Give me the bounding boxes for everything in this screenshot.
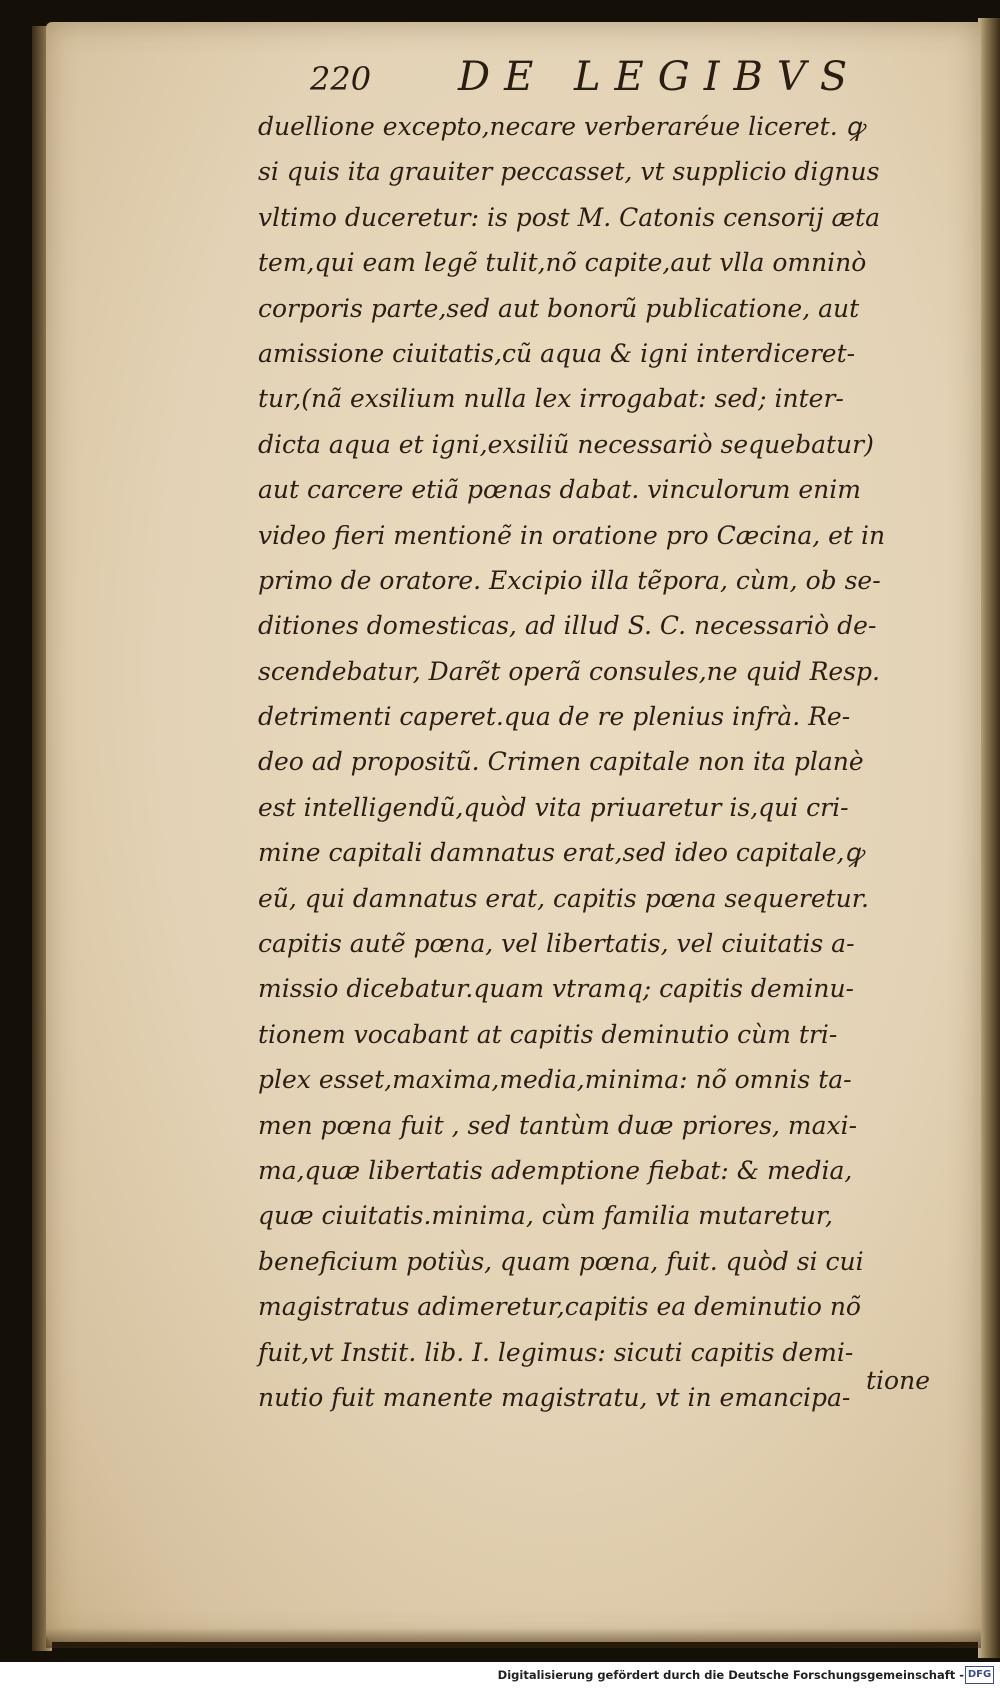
body-text bbox=[258, 104, 958, 1420]
text-line: video fieri mentionẽ in oratione pro Cæcina, et in bbox=[258, 520, 886, 550]
text-line: dicta aqua et igni,exsiliũ necessariò sequebatur) bbox=[258, 429, 874, 459]
text-line: tur,(nã exsilium nulla lex irrogabat: sed; inter- bbox=[258, 384, 844, 414]
text-line: missio dicebatur.quam vtramq; capitis deminu- bbox=[258, 974, 854, 1004]
text-line: si quis ita grauiter peccasset, vt supplicio dignus bbox=[258, 157, 880, 187]
text-line: vltimo duceretur: is post M. Catonis censorij æta bbox=[258, 202, 880, 232]
text-line: aut carcere etiã pœnas dabat. vinculorum enim bbox=[258, 475, 861, 505]
text-line: scendebatur, Darẽt operã consules,ne quid Resp. bbox=[258, 656, 880, 686]
text-line: detrimenti caperet.qua de re plenius infrà. Re- bbox=[258, 702, 851, 732]
text-line: est intelligendũ,quòd vita priuaretur is,qui cri- bbox=[258, 792, 849, 822]
text-line: nutio fuit manente magistratu, vt in emancipa- bbox=[258, 1382, 851, 1412]
text-line: corporis parte,sed aut bonorũ publicatione, aut bbox=[258, 293, 860, 323]
running-title: DE LEGIBVS bbox=[458, 54, 862, 100]
text-line: fuit,vt Instit. lib. I. legimus: sicuti capitis demi- bbox=[258, 1337, 854, 1367]
digitization-footer bbox=[0, 1662, 1000, 1691]
book-right-edge bbox=[978, 18, 1000, 1658]
text-line: deo ad propositũ. Crimen capitale non ita planè bbox=[258, 747, 864, 777]
text-line: primo de oratore. Excipio illa tẽpora, cùm, ob se- bbox=[258, 565, 881, 595]
text-line: mine capitali damnatus erat,sed ideo capitale,ꝙ bbox=[258, 838, 864, 868]
text-line: eũ, qui damnatus erat, capitis pœna sequeretur. bbox=[258, 883, 869, 913]
catchword: tione bbox=[866, 1366, 930, 1395]
text-line: amissione ciuitatis,cũ aqua & igni interdiceret- bbox=[258, 338, 856, 368]
text-line: quæ ciuitatis.minima, cùm familia mutaretur, bbox=[258, 1201, 833, 1231]
text-line: tem,qui eam legẽ tulit,nõ capite,aut vlla omninò bbox=[258, 248, 867, 278]
text-line: ma,quæ libertatis ademptione fiebat: & media, bbox=[258, 1155, 853, 1185]
text-line: plex esset,maxima,media,minima: nõ omnis ta- bbox=[258, 1065, 852, 1095]
text-line: men pœna fuit , sed tantùm duæ priores, maxi- bbox=[258, 1110, 858, 1140]
page-bottom-shadow bbox=[46, 1628, 981, 1648]
dfg-logo: DFG bbox=[965, 1666, 994, 1684]
text-line: tionem vocabant at capitis deminutio cùm tri- bbox=[258, 1019, 838, 1049]
page-number: 220 bbox=[310, 60, 372, 98]
text-line: capitis autẽ pœna, vel libertatis, vel ciuitatis a- bbox=[258, 929, 855, 959]
text-line: ditiones domesticas, ad illud S. C. necessariò de- bbox=[258, 611, 877, 641]
text-line: beneficium potiùs, quam pœna, fuit. quòd si cui bbox=[258, 1246, 864, 1276]
funding-credit: Digitalisierung gefördert durch die Deutsche Forschungsgemeinschaft - bbox=[497, 1668, 964, 1682]
text-line: duellione excepto,necare verberaréue liceret. ꝙ bbox=[258, 112, 865, 141]
text-line: magistratus adimeretur,capitis ea deminutio nõ bbox=[258, 1292, 861, 1322]
